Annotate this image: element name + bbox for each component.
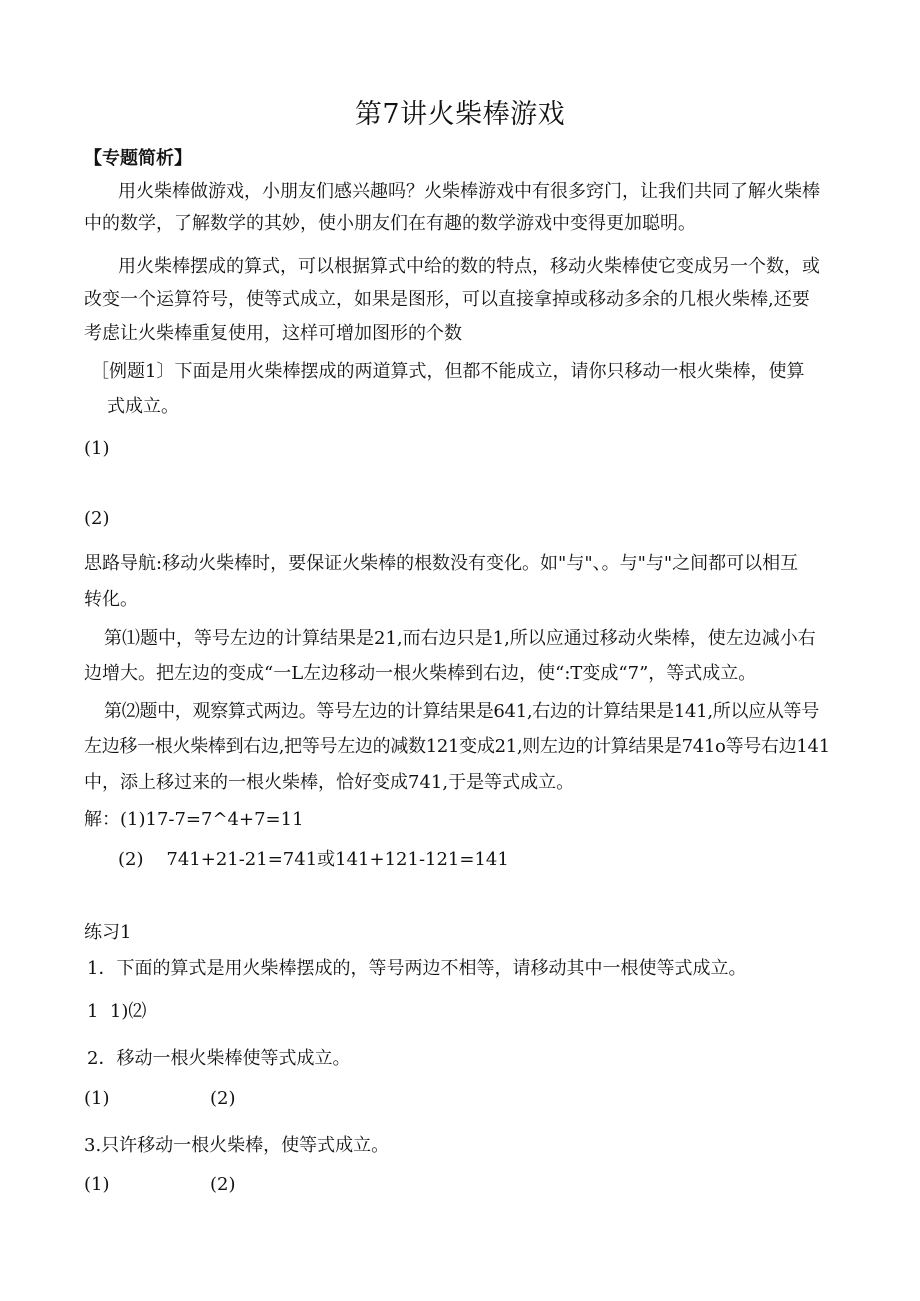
analysis-line-2: 转化。 bbox=[84, 589, 138, 610]
intro-line-1: 用火柴棒做游戏，小朋友们感兴趣吗？火柴棒游戏中有很多窍门，让我们共同了解火柴棒 bbox=[118, 181, 820, 202]
intro-line-2: 中的数学，了解数学的其妙，使小朋友们在有趣的数学游戏中变得更加聪明。 bbox=[84, 213, 696, 234]
analysis-line-3: 第⑴题中，等号左边的计算结果是21,而右边只是1,所以应通过移动火柴棒，使左边减小右 bbox=[104, 628, 816, 649]
practice-question-2: 2．移动一根火柴棒使等式成立。 bbox=[87, 1048, 351, 1069]
page-title: 第7讲火柴棒游戏 bbox=[354, 99, 566, 130]
example1-label-1: (1) bbox=[84, 438, 110, 459]
example1-line-2: 式成立。 bbox=[107, 396, 179, 417]
practice-question-1: 1．下面的算式是用火柴棒摆成的，等号两边不相等，请移动其中一根使等式成立。 bbox=[87, 958, 747, 979]
practice-question-2-label-1: (1) bbox=[84, 1088, 110, 1109]
practice-question-3-label-2: (2) bbox=[210, 1174, 236, 1195]
practice-question-1-labels: 1 1)⑵ bbox=[87, 1001, 147, 1022]
analysis-line-7: 中，添上移过来的一根火柴棒，恰好变成741,于是等式成立。 bbox=[84, 772, 575, 793]
solution-line-1: 解：(1)17-7=7^4+7=11 bbox=[84, 809, 304, 830]
intro-line-4: 改变一个运算符号，使等式成立，如果是图形，可以直接拿掉或移动多余的几根火柴棒,还要 bbox=[84, 289, 810, 310]
intro-line-3: 用火柴棒摆成的算式，可以根据算式中给的数的特点，移动火柴棒使它变成另一个数，或 bbox=[118, 256, 820, 277]
analysis-line-5: 第⑵题中，观察算式两边。等号左边的计算结果是641,右边的计算结果是141,所以应从等号 bbox=[104, 701, 819, 722]
section-heading: 【专题简析】 bbox=[84, 148, 192, 169]
intro-line-5: 考虑让火柴棒重复使用，这样可增加图形的个数 bbox=[84, 323, 462, 344]
example1-label-2: (2) bbox=[84, 508, 110, 529]
practice-question-3-label-1: (1) bbox=[84, 1174, 110, 1195]
practice-heading: 练习1 bbox=[84, 922, 132, 943]
example1-line-1: ［例题1〕下面是用火柴棒摆成的两道算式，但都不能成立，请你只移动一根火柴棒，使算 bbox=[91, 361, 805, 382]
practice-question-3: 3.只许移动一根火柴棒，使等式成立。 bbox=[84, 1135, 390, 1156]
analysis-line-6: 左边移一根火柴棒到右边,把等号左边的减数121变成21,则左边的计算结果是741o等号右边141 bbox=[84, 736, 830, 757]
analysis-line-1: 思路导航:移动火柴棒时，要保证火柴棒的根数没有变化。如"与"、。与"与"之间都可以相互 bbox=[84, 553, 799, 574]
solution-line-2: (2) 741+21-21=741或141+121-121=141 bbox=[118, 849, 509, 870]
analysis-line-4: 边增大。把左边的变成“一L左边移动一根火柴棒到右边，使“:T变成“7”，等式成立。 bbox=[84, 663, 757, 684]
practice-question-2-label-2: (2) bbox=[210, 1088, 236, 1109]
